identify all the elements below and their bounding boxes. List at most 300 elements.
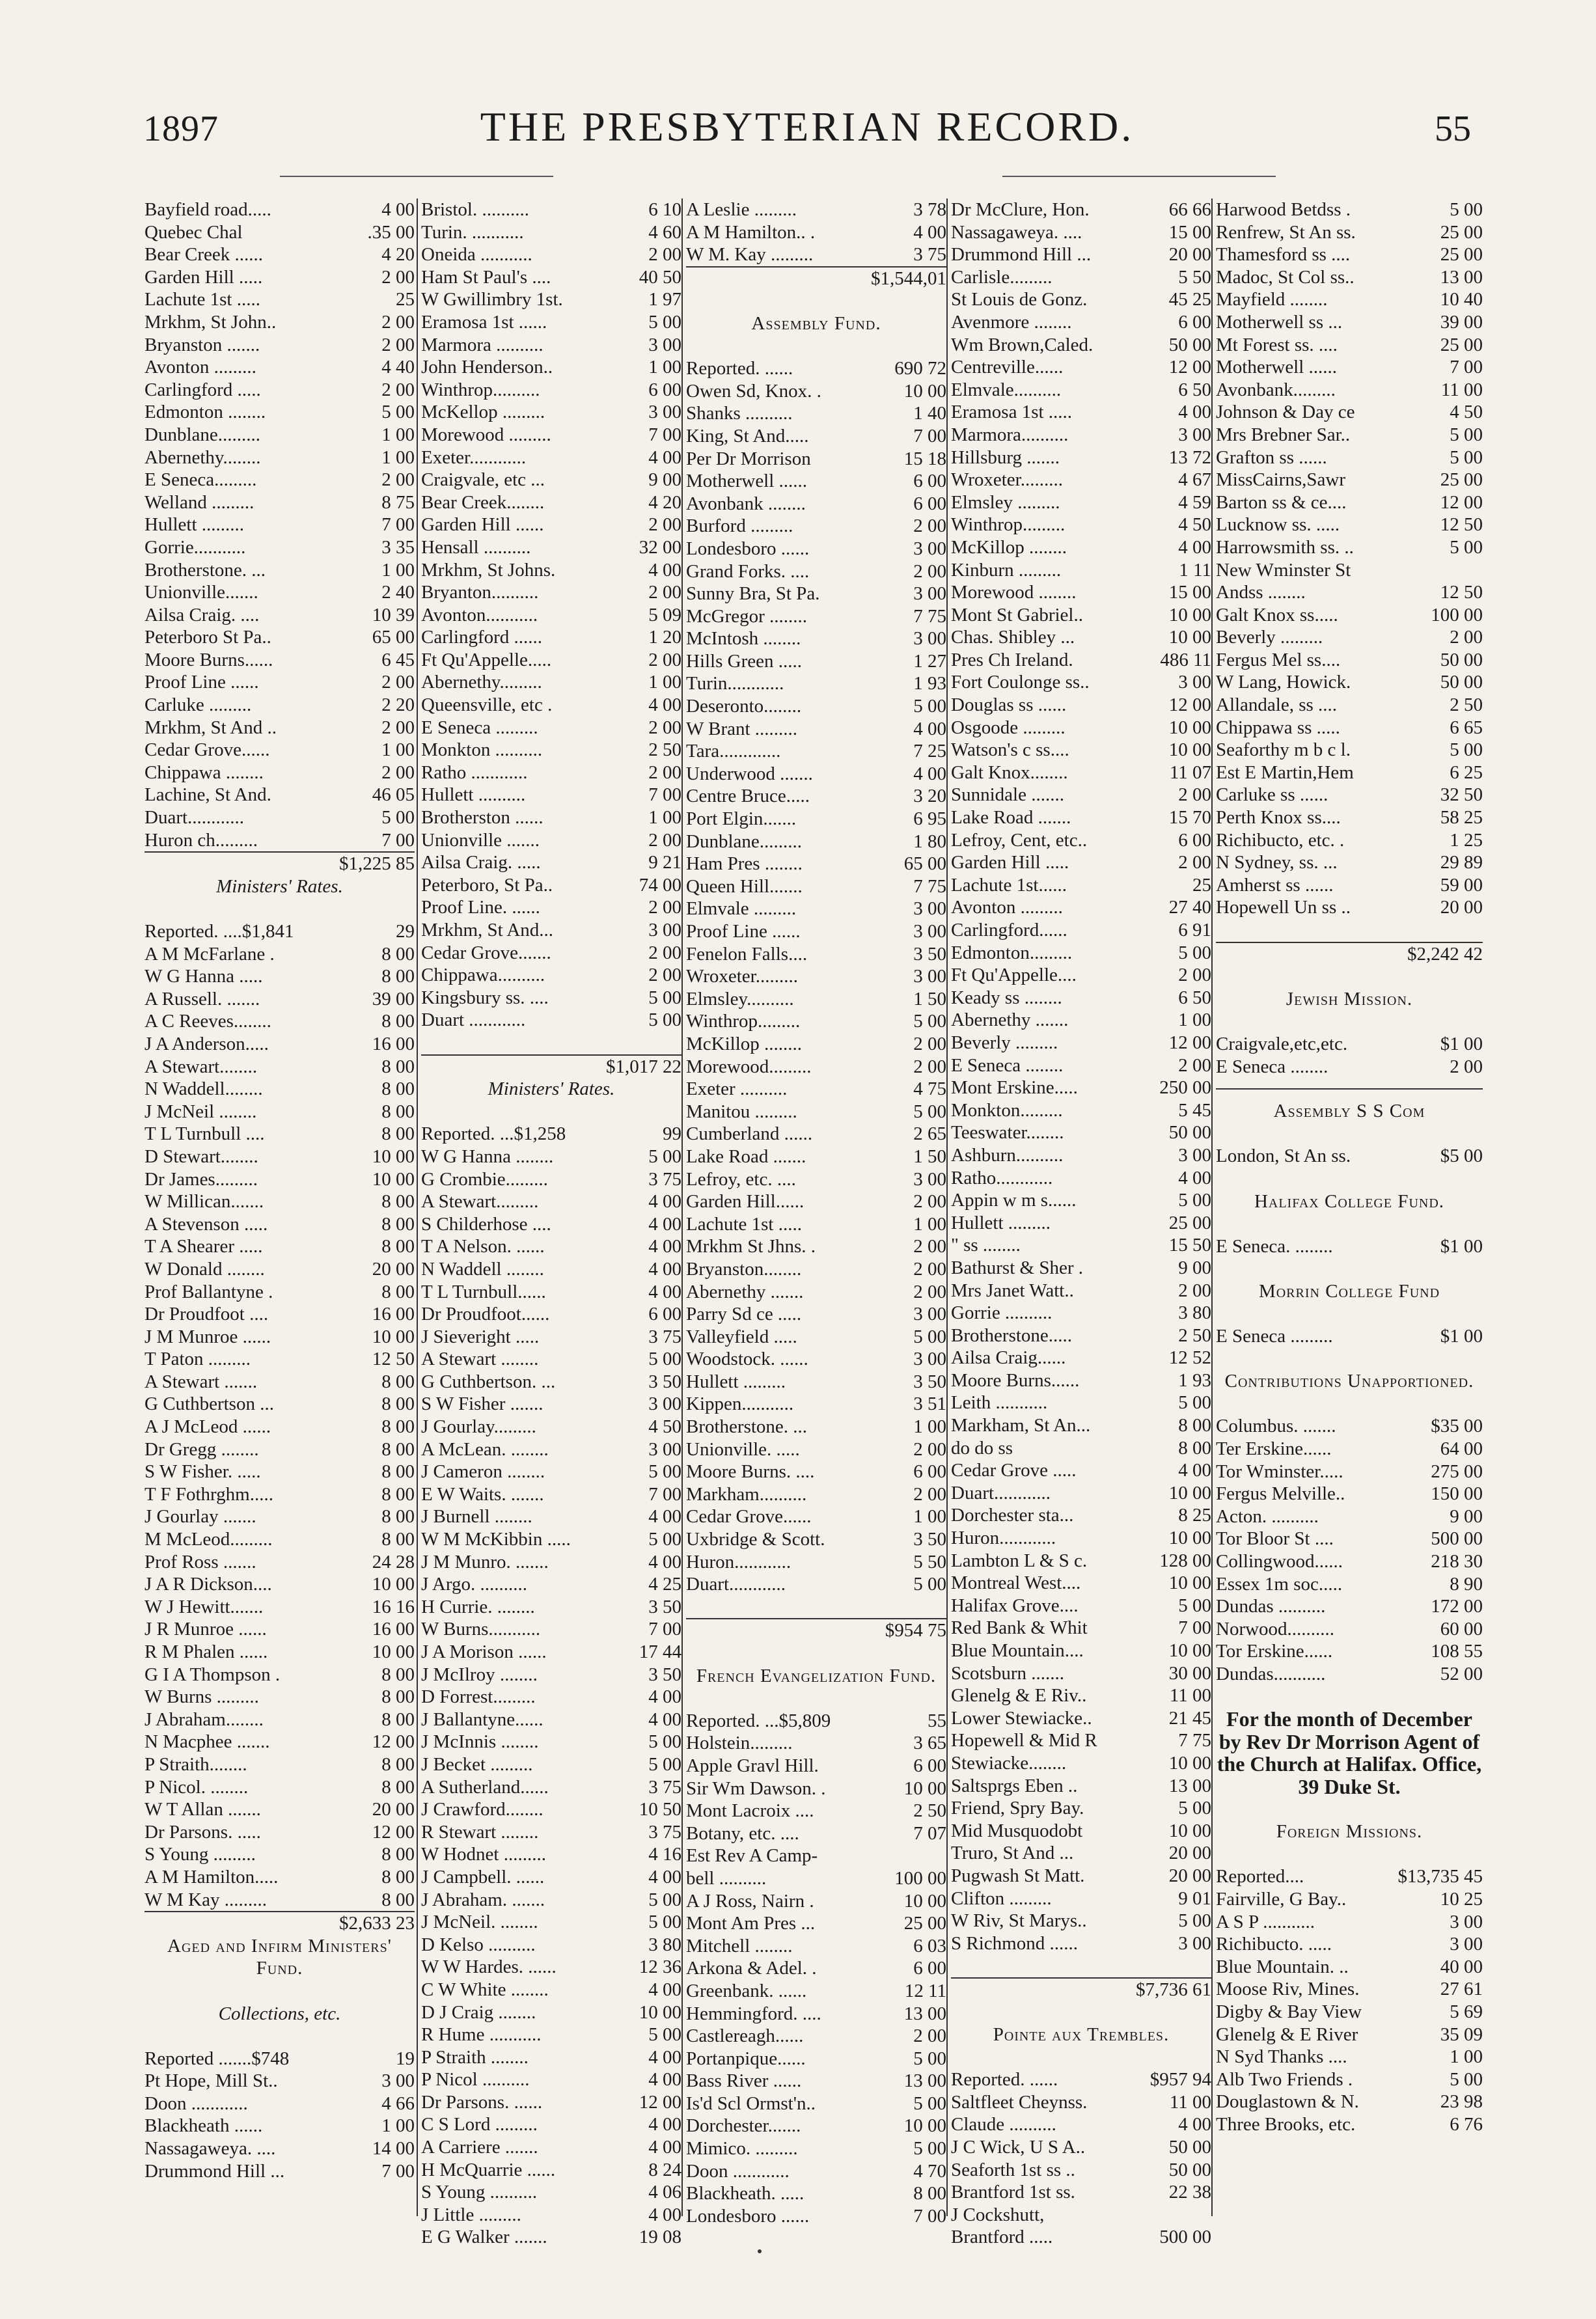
spacer	[686, 1596, 946, 1619]
entry-amount: 7 00	[913, 2205, 946, 2227]
entry-name: Acton. ..........	[1216, 1505, 1319, 1527]
entry-name: Winthrop..........	[421, 379, 540, 400]
entry-amount: 4 00	[1178, 536, 1211, 558]
entry-amount: 690 72	[894, 358, 946, 379]
contribution-entry	[951, 851, 1211, 874]
entry-amount: 74 00	[639, 874, 681, 896]
entry-amount: 1 50	[913, 1146, 946, 1167]
entry-name: Alb Two Friends .	[1216, 2068, 1353, 2090]
entry-name: Craigvale, etc ...	[421, 469, 545, 491]
entry-name: Galt Knox ss.....	[1216, 604, 1338, 625]
entry-name: A M McFarlane .	[144, 943, 275, 965]
spacer	[686, 1642, 946, 1665]
entry-amount: 5 00	[1178, 942, 1211, 963]
entry-name: Claude ..........	[951, 2114, 1056, 2135]
entry-name: Markham..........	[686, 1483, 807, 1505]
entry-amount: 3 00	[913, 1168, 946, 1190]
entry-amount: 3 51	[913, 1393, 946, 1415]
entry-amount: 3 00	[913, 898, 946, 920]
entry-name: bell ..........	[686, 1867, 767, 1889]
entry-name: Bryanston........	[686, 1258, 802, 1280]
entry-amount: 2 00	[913, 1483, 946, 1505]
contribution-entry	[951, 671, 1211, 694]
column-5	[1211, 199, 1483, 2216]
contribution-entry	[686, 425, 946, 448]
contribution-entry	[1216, 424, 1483, 446]
entry-amount: 2 00	[381, 762, 415, 783]
contribution-entry	[421, 1190, 681, 1213]
contribution-entry	[144, 1618, 415, 1641]
entry-name: Dundas...........	[1216, 1664, 1326, 1684]
contribution-entry	[686, 1461, 946, 1483]
entry-name: W W Hardes. ......	[421, 1956, 557, 1978]
entry-amount: 10 00	[903, 2115, 946, 2137]
entry-amount: $13,735 45	[1397, 1866, 1483, 1887]
spacer	[144, 898, 415, 920]
contribution-entry	[1216, 1595, 1483, 1618]
entry-amount: 7 00	[648, 1619, 681, 1640]
contribution-entry	[144, 1168, 415, 1191]
entry-amount: 5 00	[913, 2138, 946, 2160]
contribution-entry	[144, 1010, 415, 1033]
entry-amount: 5 00	[381, 807, 415, 829]
contribution-entry	[686, 2160, 946, 2183]
entry-amount: 2 00	[913, 1281, 946, 1302]
contribution-entry	[686, 1123, 946, 1146]
entry-amount: 3 00	[913, 966, 946, 987]
contribution-entry	[144, 1776, 415, 1799]
contribution-entry	[686, 920, 946, 943]
contribution-entry	[686, 1235, 946, 1258]
entry-amount: 4 50	[1178, 514, 1211, 536]
contribution-entry	[1216, 1956, 1483, 1979]
entry-amount: 7 00	[1450, 357, 1483, 378]
entry-amount: $1,225 85	[339, 853, 415, 875]
entry-name: Avenmore ........	[951, 311, 1072, 333]
entry-amount: 5 00	[1450, 536, 1483, 558]
entry-name: Huron............	[686, 1551, 791, 1572]
entry-name: Bathurst & Sher .	[951, 1257, 1083, 1278]
contribution-entry	[951, 1392, 1211, 1414]
entry-name: Queensville, etc .	[421, 694, 553, 716]
entry-amount: 4 60	[648, 221, 681, 243]
contribution-entry	[951, 2204, 1211, 2227]
contribution-entry	[1216, 739, 1483, 762]
contribution-entry	[144, 1101, 415, 1123]
entry-name: Columbus. .......	[1216, 1416, 1336, 1437]
section-total	[1216, 942, 1483, 966]
entry-amount: 1 00	[381, 446, 415, 468]
entry-name: Woodstock. ......	[686, 1349, 808, 1370]
section-heading: Aged and Infirm Ministers' Fund.	[167, 1935, 392, 1979]
contribution-entry	[686, 1213, 946, 1236]
entry-name: Est Rev A Camp-	[686, 1845, 818, 1867]
entry-amount: 8 00	[381, 1664, 415, 1685]
entry-name: Friend, Spry Bay.	[951, 1798, 1084, 1819]
entry-name: T F Fothrghm.....	[144, 1483, 273, 1505]
contribution-entry	[686, 1190, 946, 1213]
section-heading: Jewish Mission.	[1286, 988, 1413, 1009]
contribution-entry	[144, 1483, 415, 1506]
contribution-entry	[421, 1753, 681, 1776]
entry-name: Craigvale,etc,etc.	[1216, 1033, 1348, 1054]
entry-amount: $5 00	[1440, 1146, 1483, 1167]
entry-name: Mont Erskine.....	[951, 1077, 1078, 1099]
entry-amount: 2 00	[913, 2025, 946, 2047]
contribution-entry	[951, 221, 1211, 244]
entry-name: Brantford 1st ss.	[951, 2182, 1075, 2203]
contribution-entry	[144, 1078, 415, 1101]
entry-name: Queen Hill.......	[686, 875, 803, 897]
entry-amount: 4 25	[648, 1574, 681, 1595]
entry-amount: $1 00	[1440, 1033, 1483, 1054]
contribution-entry	[144, 1416, 415, 1438]
entry-name: Wm Brown,Caled.	[951, 334, 1094, 355]
entry-amount: 8 00	[381, 1889, 415, 1910]
entry-amount: 7 00	[381, 514, 415, 536]
contribution-entry	[144, 559, 415, 582]
entry-name: Collingwood......	[1216, 1551, 1343, 1572]
entry-amount: 2 00	[913, 1258, 946, 1280]
contribution-entry	[1216, 514, 1483, 536]
entry-name: Mayfield ........	[1216, 289, 1328, 310]
contribution-entry	[144, 1213, 415, 1236]
entry-name: Winthrop.........	[686, 1011, 801, 1032]
entry-name: Tara.............	[686, 741, 781, 762]
contribution-entry	[686, 515, 946, 538]
contribution-entry	[421, 717, 681, 739]
contribution-entry	[1216, 311, 1483, 334]
contribution-entry	[421, 1009, 681, 1032]
contribution-entry	[421, 1776, 681, 1799]
contribution-entry	[951, 1797, 1211, 1820]
entry-name: Reported .......$748	[144, 2048, 290, 2069]
contribution-entry	[421, 2181, 681, 2204]
entry-amount: 5 00	[913, 1101, 946, 1122]
entry-amount	[1480, 559, 1483, 582]
entry-name: W Hodnet .........	[421, 1844, 546, 1865]
entry-amount: 3 00	[1178, 1144, 1211, 1166]
entry-amount: 4 70	[913, 2160, 946, 2182]
contribution-entry	[951, 1032, 1211, 1054]
entry-name: Hopewell Un ss ..	[1216, 897, 1351, 918]
spacer	[951, 2046, 1211, 2069]
contribution-entry	[144, 1281, 415, 1304]
entry-amount: 5 00	[648, 2024, 681, 2046]
spacer	[1216, 1010, 1483, 1033]
entry-name: Ter Erskine......	[1216, 1438, 1332, 1460]
entry-amount: 5 00	[648, 1349, 681, 1370]
entry-name: Dunblane.........	[686, 830, 802, 852]
ink-speck	[758, 2249, 762, 2253]
entry-name: Drummond Hill ...	[144, 2160, 285, 2182]
entry-amount: 12 00	[1168, 357, 1211, 378]
contribution-entry	[951, 1662, 1211, 1685]
entry-name: Monkton ..........	[421, 739, 543, 761]
contribution-entry	[686, 808, 946, 830]
entry-name: Carlingford ......	[421, 627, 543, 648]
contribution-entry	[144, 988, 415, 1011]
entry-amount: 39 00	[1440, 311, 1483, 333]
entry-name: Bear Creek........	[421, 491, 545, 513]
entry-amount: $1 00	[1440, 1235, 1483, 1257]
entry-amount: 6 50	[1178, 987, 1211, 1008]
entry-name: Ham Pres ........	[686, 853, 803, 875]
contribution-entry	[421, 1979, 681, 2001]
entry-name: Cedar Grove.......	[421, 942, 551, 963]
entry-name: Norwood..........	[1216, 1618, 1335, 1640]
contribution-entry	[144, 1821, 415, 1844]
entry-name: Arkona & Adel. .	[686, 1958, 817, 1979]
entry-amount: 50 00	[1168, 1122, 1211, 1144]
entry-name: Carlingford......	[951, 920, 1067, 940]
contribution-entry	[421, 2001, 681, 2024]
entry-amount: 58 25	[1440, 807, 1483, 829]
entry-name: Essex 1m soc.....	[1216, 1573, 1343, 1595]
entry-amount: 3 20	[913, 786, 946, 807]
entry-amount: 12 50	[1440, 514, 1483, 536]
contribution-entry	[951, 942, 1211, 965]
entry-name: Dorchester.......	[686, 2115, 801, 2137]
header-divider-right	[1002, 176, 1276, 177]
contribution-entry	[421, 1528, 681, 1551]
contribution-entry	[951, 1144, 1211, 1167]
entry-amount: 1 00	[1450, 2046, 1483, 2068]
entry-name: P Nicol ..........	[421, 2069, 530, 2091]
entry-amount: 4 00	[648, 2204, 681, 2225]
entry-amount: 7 07	[913, 1822, 946, 1844]
entry-name: McKillop ........	[686, 1033, 803, 1054]
entry-name: Fort Coulonge ss..	[951, 672, 1090, 693]
entry-name: Perth Knox ss....	[1216, 807, 1341, 829]
contribution-entry	[144, 401, 415, 424]
contribution-entry	[1216, 379, 1483, 402]
entry-name: G I A Thompson .	[144, 1664, 281, 1685]
contribution-entry	[421, 311, 681, 334]
entry-name: Moose Riv, Mines.	[1216, 1979, 1360, 2000]
entry-name: A Stevenson .....	[144, 1213, 268, 1235]
entry-amount: 3 00	[648, 1393, 681, 1415]
entry-name: E Seneca .........	[421, 717, 538, 738]
entry-amount: 5 00	[648, 1889, 681, 1910]
entry-amount: 5 00	[913, 1326, 946, 1347]
entry-amount: 13 00	[903, 2003, 946, 2024]
entry-amount: 1 11	[1179, 559, 1211, 581]
entry-amount: 1 00	[381, 559, 415, 581]
entry-name: Reported....	[1216, 1866, 1304, 1887]
contribution-entry	[144, 2070, 415, 2093]
entry-name: Sir Wm Dawson. .	[686, 1777, 826, 1799]
entry-name: Wroxeter.........	[951, 469, 1063, 491]
entry-amount: 3 78	[913, 199, 946, 220]
entry-name: Markham, St An...	[951, 1415, 1091, 1436]
entry-name: Peterboro, St Pa..	[421, 874, 553, 896]
contribution-entry	[951, 288, 1211, 311]
entry-amount: 5 00	[648, 1731, 681, 1753]
entry-amount: 2 50	[1450, 694, 1483, 716]
contribution-entry	[421, 559, 681, 582]
entry-amount: 12 00	[639, 2091, 681, 2113]
entry-name: Douglastown & N.	[1216, 2091, 1359, 2113]
spacer	[951, 2001, 1211, 2024]
contribution-entry	[421, 424, 681, 446]
entry-name: D Forrest.........	[421, 1686, 536, 1708]
entry-amount: 2 00	[1450, 1056, 1483, 1077]
entry-amount: 486 11	[1160, 649, 1211, 670]
section-heading: Assembly Fund.	[751, 312, 881, 334]
entry-amount: 66 66	[1168, 199, 1211, 220]
entry-amount: 2 00	[1178, 784, 1211, 806]
entry-name: Fenelon Falls....	[686, 943, 808, 965]
entry-name: Mid Musquodobt	[951, 1820, 1083, 1841]
contribution-entry	[951, 829, 1211, 852]
entry-name: E Seneca.........	[144, 469, 257, 491]
entry-name: do do ss	[951, 1437, 1013, 1459]
entry-name: Hemmingford. ....	[686, 2003, 821, 2024]
contribution-entry	[421, 1213, 681, 1236]
entry-amount: 15 00	[1168, 221, 1211, 243]
entry-amount: 8 00	[381, 1281, 415, 1302]
entry-amount: 55	[928, 1710, 946, 1731]
entry-amount: 8 00	[381, 1753, 415, 1775]
contribution-entry	[144, 1686, 415, 1708]
entry-name: Castlereagh......	[686, 2025, 804, 2047]
entry-amount: 6 45	[381, 649, 415, 670]
contribution-entry	[686, 1371, 946, 1393]
entry-amount: 25 00	[903, 1913, 946, 1934]
entry-amount: 6 00	[913, 493, 946, 514]
entry-amount: $957 94	[1149, 2069, 1211, 2091]
entry-name: Uxbridge & Scott.	[686, 1529, 825, 1550]
contribution-entry	[421, 1821, 681, 1844]
contribution-entry	[1216, 2068, 1483, 2091]
contribution-entry	[686, 1078, 946, 1101]
contribution-entry	[686, 221, 946, 244]
entry-name: A M Hamilton.....	[144, 1866, 279, 1887]
entry-name: Hills Green .....	[686, 650, 802, 672]
entry-name: Thamesford ss ....	[1216, 244, 1351, 266]
entry-amount: 10 00	[1168, 717, 1211, 738]
entry-amount: 8 00	[381, 1123, 415, 1145]
entry-amount: 64 00	[1440, 1438, 1483, 1460]
contribution-entry	[1216, 446, 1483, 469]
entry-amount: 4 00	[648, 1686, 681, 1708]
entry-name: Ashburn..........	[951, 1144, 1064, 1166]
entry-name: Abernethy .......	[951, 1009, 1069, 1031]
entry-name: John Henderson..	[421, 357, 553, 378]
contribution-entry	[951, 1887, 1211, 1910]
entry-amount: 6 00	[648, 379, 681, 400]
entry-name: Brotherstone. ...	[686, 1416, 808, 1438]
entry-name	[144, 853, 337, 875]
entry-name: E Seneca ........	[951, 1054, 1064, 1076]
entry-name: A Leslie .........	[686, 199, 797, 220]
entry-amount: 10 00	[1168, 604, 1211, 625]
contribution-entry	[144, 717, 415, 739]
entry-name: W Millican.......	[144, 1191, 264, 1213]
entry-name: Seaforth 1st ss ..	[951, 2159, 1075, 2180]
entry-amount: 10 50	[639, 1799, 681, 1820]
contribution-entry	[144, 221, 415, 244]
contribution-entry	[686, 1912, 946, 1935]
entry-name: Sunnidale .......	[951, 784, 1064, 806]
entry-name: Sunny Bra, St Pa.	[686, 583, 820, 605]
entry-name: J Crawford........	[421, 1799, 543, 1820]
entry-name: Mrkhm, St John..	[144, 311, 277, 333]
contribution-entry	[686, 1528, 946, 1551]
entry-amount: 8 00	[381, 1529, 415, 1550]
entry-amount: 4 00	[648, 1506, 681, 1528]
contribution-entry	[421, 1438, 681, 1461]
contribution-entry	[421, 1461, 681, 1483]
entry-name: J McIlroy ........	[421, 1664, 538, 1685]
entry-amount: 25 00	[1168, 1212, 1211, 1233]
contribution-entry	[686, 1732, 946, 1755]
contribution-entry	[686, 1348, 946, 1371]
entry-name: Teeswater........	[951, 1122, 1064, 1144]
contribution-entry	[951, 806, 1211, 829]
spacer	[1216, 1213, 1483, 1235]
contribution-entry	[686, 740, 946, 763]
contribution-entry	[686, 2070, 946, 2093]
contribution-entry	[951, 2091, 1211, 2114]
entry-amount: 22 38	[1168, 2182, 1211, 2203]
contribution-entry	[144, 1190, 415, 1213]
entry-amount: 6 91	[1178, 920, 1211, 940]
entry-amount: 10 00	[372, 1641, 415, 1662]
entry-amount: 2 00	[648, 649, 681, 670]
entry-name: Mrkhm, St And ..	[144, 717, 277, 738]
entry-name: N Waddell........	[144, 1078, 263, 1100]
entry-name: Appin w m s......	[951, 1190, 1077, 1211]
contribution-entry	[421, 514, 681, 536]
entry-name: S W Fisher. .....	[144, 1461, 261, 1483]
entry-amount: 15 70	[1168, 807, 1211, 829]
contribution-entry	[951, 1684, 1211, 1707]
contribution-entry	[421, 1618, 681, 1641]
contribution-entry	[144, 1573, 415, 1596]
contribution-entry	[686, 627, 946, 650]
contribution-entry	[421, 1146, 681, 1168]
entry-name: Nassagaweya. ....	[951, 221, 1082, 243]
entry-amount: 15 50	[1168, 1235, 1211, 1256]
contribution-entry	[951, 919, 1211, 942]
entry-amount: 8 00	[381, 1686, 415, 1708]
entry-name: Hopewell & Mid R	[951, 1730, 1097, 1751]
entry-amount: 50 00	[1168, 2159, 1211, 2180]
entry-name: Abernethy .......	[686, 1281, 804, 1302]
contribution-entry	[951, 1347, 1211, 1369]
entry-amount: 3 00	[913, 921, 946, 942]
contribution-entry	[951, 1482, 1211, 1505]
contribution-columns	[144, 199, 1485, 2248]
entry-amount: 4 20	[648, 491, 681, 513]
contribution-entry	[1216, 2046, 1483, 2068]
entry-amount: 100 00	[1431, 604, 1483, 625]
entry-name: A J McLeod ......	[144, 1416, 271, 1438]
entry-name: Reported. ......	[686, 358, 793, 379]
contribution-entry	[421, 2159, 681, 2182]
contribution-entry	[951, 964, 1211, 987]
entry-amount: 29	[396, 921, 415, 942]
entry-name: Ratho ............	[421, 762, 528, 783]
spacer	[1216, 919, 1483, 942]
entry-name	[1216, 943, 1405, 966]
entry-amount: 2 00	[381, 717, 415, 738]
entry-name: Lower Stewiacke..	[951, 1707, 1092, 1729]
entry-amount: 27 40	[1168, 897, 1211, 918]
contribution-entry	[1216, 694, 1483, 717]
